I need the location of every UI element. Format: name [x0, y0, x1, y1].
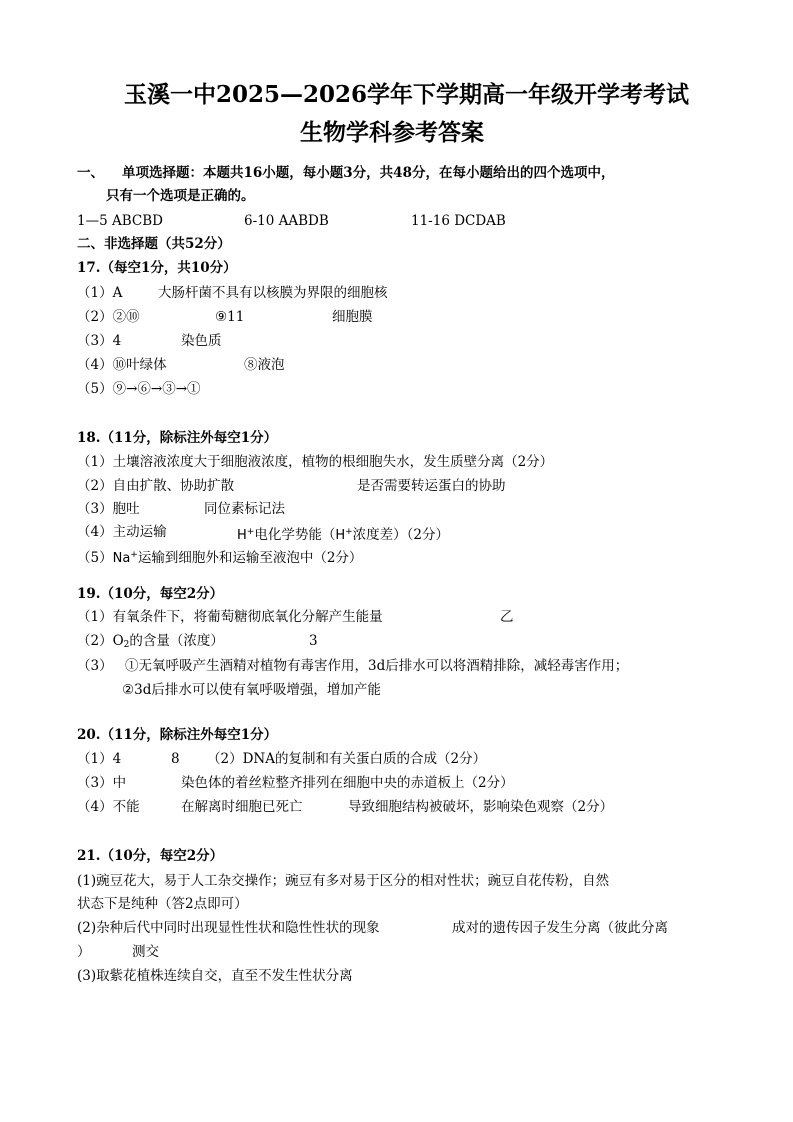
- q17-answer-2c: 细胞膜: [332, 309, 373, 325]
- q21-answer-2b: 成对的遗传因子发生分离（彼此分离: [452, 920, 668, 936]
- q17-answer-1b: 大肠杆菌不具有以核膜为界限的细胞核: [158, 285, 388, 301]
- q20-answer-1a: （1）4: [77, 751, 122, 767]
- q18-answer-2b: 是否需要转运蛋白的协助: [357, 478, 506, 494]
- q18-answer-4a: （4）主动运输: [77, 524, 167, 540]
- mc-answers-11-16: 11-16 DCDAB: [411, 213, 506, 229]
- q18-answer-2a: （2）自由扩散、协助扩散: [77, 478, 235, 494]
- q18-answer-4-rest: H+电化学势能（H+浓度差）（2分）: [237, 527, 449, 543]
- q21-answer-2d: 测交: [132, 944, 159, 960]
- q21-heading: 21.（10分，每空2分）: [77, 848, 224, 864]
- q19-answer-3c: ②3d后排水可以使有氧呼吸增强，增加产能: [122, 682, 381, 698]
- q19-heading: 19.（10分，每空2分）: [77, 586, 224, 602]
- q20-answer-4b: 在解离时细胞已死亡: [181, 799, 303, 815]
- q21-answer-2c: ）: [77, 944, 91, 960]
- q20-heading: 20.（11分，除标注外每空1分）: [77, 727, 278, 743]
- hydrogen-ion: H+: [335, 527, 353, 543]
- section1-heading-cont: 只有一个选项是正确的。: [106, 188, 255, 204]
- q18-answer-5: （5）Na+运输到细胞外和运输至液泡中（2分）: [77, 550, 363, 566]
- q20-answer-3a: （3）中: [77, 775, 127, 791]
- q17-answer-2b: ⑨11: [215, 309, 245, 325]
- q18-answer-3a: （3）胞吐: [77, 501, 140, 517]
- q17-answer-1a: （1）A: [77, 285, 123, 301]
- q20-answer-1b: 8: [171, 751, 180, 767]
- q20-answer-4c: 导致细胞结构被破坏，影响染色观察（2分）: [348, 799, 614, 815]
- q19-answer-3b: ①无氧呼吸产生酒精对植物有毒害作用，3d后排水可以将酒精排除，减轻毒害作用；: [125, 658, 629, 674]
- q21-answer-1: (1)豌豆花大，易于人工杂交操作；豌豆有多对易于区分的相对性状；豌豆自花传粉，自然: [77, 873, 610, 889]
- q20-answer-4a: （4）不能: [77, 799, 140, 815]
- q19-answer-3a: （3）: [77, 658, 113, 674]
- sodium-ion: Na+: [112, 550, 138, 566]
- q21-answer-3: (3)取紫花植株连续自交，直至不发生性状分离: [77, 968, 353, 984]
- q19-answer-1b: 乙: [500, 609, 514, 625]
- q19-answer-1a: （1）有氧条件下，将葡萄糖彻底氧化分解产生能量: [77, 609, 383, 625]
- q17-answer-2a: （2）②⑩: [77, 309, 140, 325]
- page-title: 玉溪一中2025—2026学年下学期高一年级开学考考试: [124, 81, 690, 108]
- page-subtitle: 生物学科参考答案: [300, 119, 484, 146]
- section2-heading: 二、非选择题（共52分）: [77, 236, 231, 252]
- hydrogen-ion: H+: [237, 527, 255, 543]
- q19-answer-2a: $(2)O_2$的含量（浓度）: [77, 633, 224, 650]
- mc-answers-6-10: 6-10 AABDB: [244, 213, 329, 229]
- section1-number: 一、: [77, 165, 104, 181]
- q17-answer-5: （5）⑨→⑥→③→①: [77, 381, 201, 397]
- q17-heading: 17.（每空1分，共10分）: [77, 260, 237, 276]
- q20-answer-3b: 染色体的着丝粒整齐排列在细胞中央的赤道板上（2分）: [181, 775, 514, 791]
- section1-heading: 单项选择题：本题共16小题，每小题3分，共48分，在每小题给出的四个选项中，: [122, 165, 615, 181]
- q17-answer-3a: （3）4: [77, 333, 122, 349]
- q18-answer-1: （1）土壤溶液浓度大于细胞液浓度，植物的根细胞失水，发生质壁分离（2分）: [77, 454, 554, 470]
- q17-answer-4a: （4）⑩叶绿体: [77, 357, 167, 373]
- q20-answer-2: （2）DNA的复制和有关蛋白质的合成（2分）: [207, 751, 487, 767]
- q21-answer-2a: (2)杂种后代中同时出现显性性状和隐性性状的现象: [77, 920, 380, 936]
- q21-answer-1-cont: 状态下是纯种（答2点即可）: [77, 896, 248, 912]
- q19-answer-2c: 3: [309, 633, 318, 649]
- q18-answer-3b: 同位素标记法: [204, 501, 285, 517]
- q18-heading: 18.（11分，除标注外每空1分）: [77, 430, 278, 446]
- q17-answer-3b: 染色质: [181, 333, 222, 349]
- mc-answers-1-5: 1—5 ABCBD: [77, 213, 163, 229]
- q17-answer-4b: ⑧液泡: [244, 357, 285, 373]
